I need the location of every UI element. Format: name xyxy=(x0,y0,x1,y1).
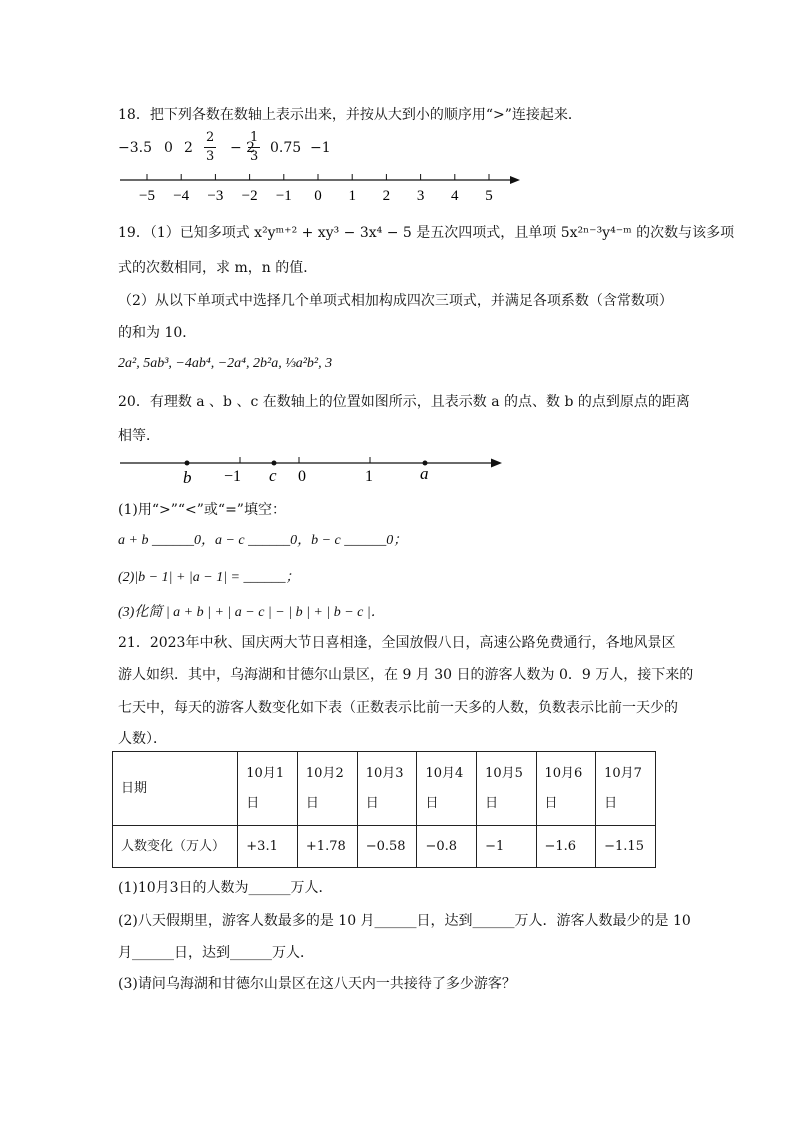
date-top: 10月5 xyxy=(485,765,523,781)
label-a: a xyxy=(420,464,429,483)
date-top: 10月1 xyxy=(246,765,285,781)
table-cell xyxy=(113,752,238,826)
table-cell xyxy=(357,752,417,826)
num-0: 0 xyxy=(164,140,173,156)
q18-tick-label: −1 xyxy=(275,188,292,204)
q20-sub1-blanks: a + b ______0，a − c ______0，b − c ______0； xyxy=(118,533,408,548)
q18-tick-label: 5 xyxy=(485,188,493,204)
num-neg-1: −1 xyxy=(310,140,331,156)
q19-part2-line1: （2）从以下单项式中选择几个单项式相加构成四次三项式，并满足各项系数（含常数项） xyxy=(118,293,673,309)
visitor-change-table xyxy=(112,751,656,868)
label-neg-1: −1 xyxy=(224,468,242,485)
change-value: −1.6 xyxy=(544,838,577,854)
table-cell xyxy=(297,826,357,868)
date-top: 10月4 xyxy=(425,765,464,781)
q20-sub1: (1)用“>”“<”或“=”填空： xyxy=(118,502,286,518)
date-top: 10月6 xyxy=(544,765,583,781)
q18-tick-label: −2 xyxy=(241,188,258,204)
table-cell xyxy=(113,826,238,868)
frac-bar xyxy=(248,147,260,148)
frac-bar xyxy=(204,147,216,148)
q18-number-list xyxy=(118,130,458,170)
q18-tick-label: −3 xyxy=(207,188,224,204)
table-cell xyxy=(417,752,477,826)
label-b: b xyxy=(183,468,192,486)
q21-prompt-line4: 人数）． xyxy=(118,731,167,747)
num-neg-3-5: −3.5 xyxy=(118,140,152,156)
change-value: −0.58 xyxy=(365,838,406,854)
q21-sub2-line1: (2)八天假期里，游客人数最多的是 10 月______日，达到______万人．游客人数最少的是 10 xyxy=(118,913,691,929)
change-value: −1.15 xyxy=(604,838,644,854)
date-bottom: 日 xyxy=(365,795,379,811)
q20-number-line xyxy=(112,446,512,486)
axis-arrow xyxy=(491,459,502,468)
date-bottom: 日 xyxy=(425,795,439,811)
date-bottom: 日 xyxy=(246,795,260,811)
num-0-75: 0.75 xyxy=(270,140,302,156)
table-cell xyxy=(238,752,298,826)
date-top: 10月7 xyxy=(604,765,642,781)
table-cell xyxy=(477,752,536,826)
label-1: 1 xyxy=(365,468,373,485)
table-cell xyxy=(536,826,596,868)
table-cell xyxy=(357,826,417,868)
date-bottom: 日 xyxy=(604,795,618,811)
q19-part1-line1: 19．（1）已知多项式 x²yᵐ⁺² + xy³ − 3x⁴ − 5 是五次四项式，且单项 5x²ⁿ⁻³y⁴⁻ᵐ 的次数与该多项 xyxy=(118,225,735,241)
num-neg-2: − 2 xyxy=(230,140,256,156)
q18-tick-label: 4 xyxy=(451,188,459,204)
date-bottom: 日 xyxy=(305,795,319,811)
table-cell xyxy=(536,752,596,826)
frac-2-3-num: 2 xyxy=(206,130,215,145)
date-top: 10月2 xyxy=(305,765,344,781)
q21-sub2-line2: 月______日，达到______万人． xyxy=(118,945,314,961)
q21-sub1: (1)10月3日的人数为______万人． xyxy=(118,880,333,896)
table-row xyxy=(113,826,656,868)
q19-monomial-list: 2a², 5ab³, −4ab⁴, −2a⁴, 2b²a, ⅓a²b², 3 xyxy=(118,356,333,371)
date-bottom: 日 xyxy=(485,795,499,811)
mixed-frac-num: 1 xyxy=(250,130,259,145)
q18-tick-label: 3 xyxy=(416,188,425,204)
q18-tick-label: −5 xyxy=(139,188,155,204)
q20-prompt-line2: 相等． xyxy=(118,428,160,444)
point-c xyxy=(272,461,277,466)
q20-prompt-line1: 20．有理数 a 、b 、c 在数轴上的位置如图所示，且表示数 a 的点、数 b 的点到原点的距离 xyxy=(118,394,690,410)
q20-sub3: (3)化简 | a + b | + | a − c | − | b | + | b − c |． xyxy=(118,605,385,620)
q18-tick-label: 1 xyxy=(348,188,356,204)
q18-tick-label: −4 xyxy=(173,188,190,204)
q18-prompt: 18．把下列各数在数轴上表示出来，并按从大到小的顺序用“>”连接起来． xyxy=(118,107,582,123)
q21-prompt-line2: 游人如织．其中，乌海湖和甘德尔山景区，在 9 月 30 日的游客人数为 0．9 万人，接下来的 xyxy=(118,667,694,683)
mixed-frac-den: 3 xyxy=(250,149,259,164)
q21-prompt-line3: 七天中，每天的游客人数变化如下表（正数表示比前一天多的人数，负数表示比前一天少的 xyxy=(118,700,678,716)
table-cell xyxy=(477,826,536,868)
q21-prompt-line1: 21．2023年中秋、国庆两大节日喜相逢，全国放假八日，高速公路免费通行，各地风景区 xyxy=(118,635,676,651)
axis-arrow xyxy=(510,176,520,184)
q18-tick-label: 2 xyxy=(382,188,391,204)
table-cell xyxy=(596,826,656,868)
change-value: +3.1 xyxy=(246,838,278,854)
date-top: 10月3 xyxy=(365,765,404,781)
q18-tick-label: 0 xyxy=(314,188,322,204)
point-b xyxy=(185,461,190,466)
q21-sub3: (3)请问乌海湖和甘德尔山景区在这八天内一共接待了多少游客？ xyxy=(118,976,516,992)
q18-number-line xyxy=(112,170,532,206)
change-value: +1.78 xyxy=(305,838,346,854)
q19-part2-line2: 的和为 10． xyxy=(118,325,197,341)
num-2: 2 xyxy=(184,140,193,156)
change-value: −1 xyxy=(485,838,505,854)
q20-sub2: (2)|b − 1| + |a − 1| = ______； xyxy=(118,570,300,585)
table-cell xyxy=(417,826,477,868)
date-bottom: 日 xyxy=(544,795,558,811)
label-c: c xyxy=(269,466,277,485)
table-row xyxy=(113,752,656,826)
row-change-label: 人数变化（万人） xyxy=(121,838,226,854)
table-cell xyxy=(297,752,357,826)
change-value: −0.8 xyxy=(425,838,458,854)
q19-part1-line2: 式的次数相同，求 m，n 的值． xyxy=(118,260,318,276)
table-cell xyxy=(596,752,656,826)
label-0: 0 xyxy=(298,468,306,485)
table-cell xyxy=(238,826,298,868)
header-date-label: 日期 xyxy=(121,780,148,796)
frac-2-3-den: 3 xyxy=(206,149,215,164)
